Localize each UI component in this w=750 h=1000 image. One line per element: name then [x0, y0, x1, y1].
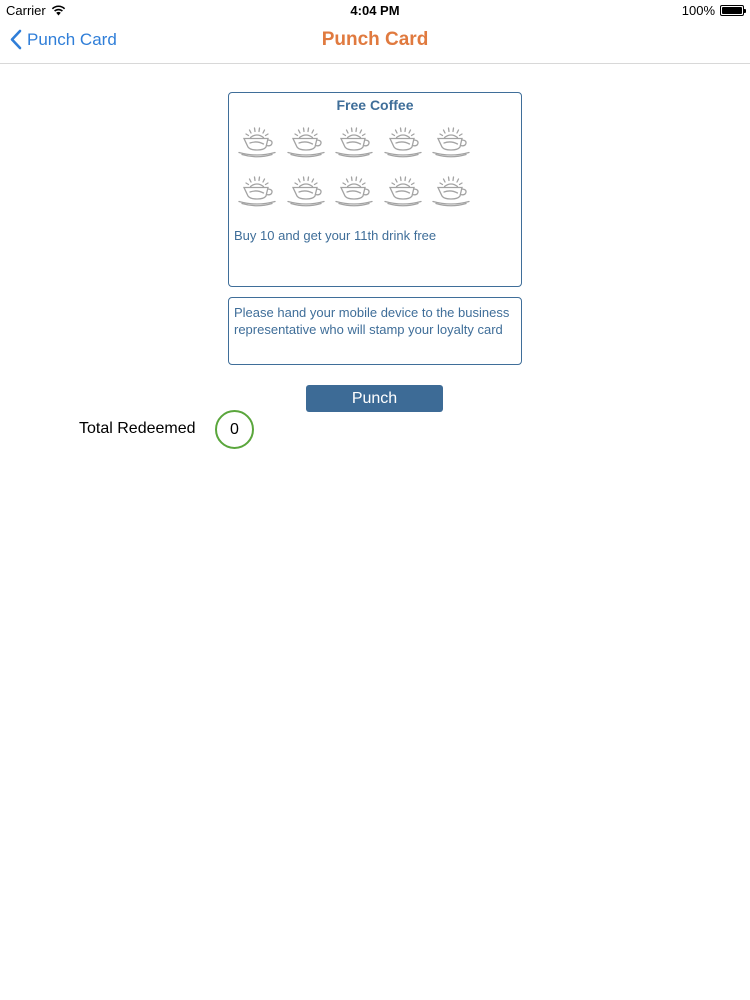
total-redeemed-label: Total Redeemed [79, 420, 196, 437]
battery-nub [744, 9, 746, 13]
carrier-label: Carrier [6, 3, 46, 18]
page-title: Punch Card [321, 29, 429, 50]
battery-indicator [682, 3, 744, 18]
coffee-cup-icon [330, 172, 379, 221]
coffee-cup-icon [233, 123, 282, 172]
instructions-box: Please hand your mobile device to the business representative who will stamp your loyalty card [228, 297, 522, 365]
card-description: Buy 10 and get your 11th drink free [234, 228, 437, 243]
battery-icon [720, 5, 744, 16]
status-time: 4:04 PM [350, 3, 400, 18]
coffee-cup-icon [379, 172, 428, 221]
stamp-grid [233, 123, 523, 221]
battery-percent: 100% [681, 3, 715, 18]
battery-fill [722, 7, 742, 14]
navigation-bar [0, 20, 750, 64]
coffee-cup-icon [233, 172, 282, 221]
status-bar [0, 0, 750, 20]
coffee-cup-icon [282, 172, 331, 221]
coffee-cup-icon [330, 123, 379, 172]
total-redeemed-count: 0 [215, 410, 254, 449]
punch-card [228, 92, 522, 287]
back-button-label: Punch Card [27, 29, 117, 49]
coffee-cup-icon [379, 123, 428, 172]
coffee-cup-icon [282, 123, 331, 172]
card-title: Free Coffee [336, 97, 414, 113]
coffee-cup-icon [427, 172, 476, 221]
coffee-cup-icon [427, 123, 476, 172]
punch-button[interactable]: Punch [306, 385, 443, 412]
